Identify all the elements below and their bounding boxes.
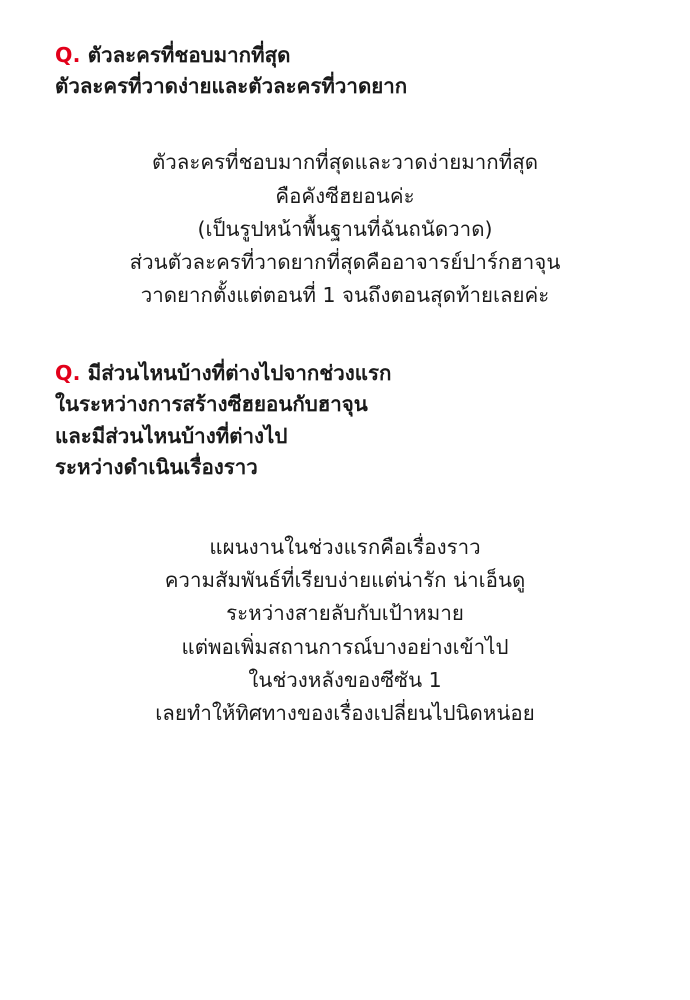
answer-2-line-4: แต่พอเพิ่มสถานการณ์บางอย่างเข้าไป — [181, 634, 509, 659]
spacer-block-1-2 — [55, 312, 635, 358]
answer-2-line-1: แผนงานในช่วงแรกคือเรื่องราว — [209, 534, 481, 559]
question-1-line-1 — [55, 40, 635, 71]
q-marker-icon: Q. — [55, 43, 81, 67]
answer-2-line-6: เลยทำให้ทิศทางของเรื่องเปลี่ยนไปนิดหน่อย — [155, 700, 535, 725]
spacer-question-answer-1 — [55, 102, 635, 146]
question-1-line-2: ตัวละครที่วาดง่ายและตัวละครที่วาดยาก — [55, 74, 408, 99]
question-1 — [55, 40, 635, 102]
answer-1-line-2: คือคังซีฮยอนค่ะ — [275, 183, 415, 208]
answer-2 — [55, 531, 635, 730]
answer-2-line-5: ในช่วงหลังของซีซัน 1 — [248, 667, 442, 692]
question-2-line-4: ระหว่างดำเนินเรื่องราว — [55, 454, 258, 479]
answer-2-line-3: ระหว่างสายลับกับเป้าหมาย — [226, 601, 464, 626]
q-marker-icon-2: Q. — [55, 361, 81, 386]
question-2-line-2: ในระหว่างการสร้างซีฮยอนกับฮาจุน — [55, 392, 368, 417]
question-2-line-3: และมีส่วนไหนบ้างที่ต่างไป — [55, 423, 288, 448]
answer-1 — [55, 146, 635, 312]
question-2-text-1: มีส่วนไหนบ้างที่ต่างไปจากช่วงแรก — [87, 361, 392, 386]
answer-1-line-4: ส่วนตัวละครที่วาดยากที่สุดคืออาจารย์ปาร์กฮาจุน — [129, 249, 561, 274]
answer-2-line-2: ความสัมพันธ์ที่เรียบง่ายแต่น่ารัก น่าเอ็นดู — [164, 568, 526, 593]
question-2-line-1 — [55, 358, 635, 389]
question-2 — [55, 358, 635, 483]
qa-block-1 — [55, 40, 635, 312]
spacer-question-answer-2 — [55, 483, 635, 531]
qa-block-2 — [55, 358, 635, 730]
question-1-text-1: ตัวละครที่ชอบมากที่สุด — [87, 43, 291, 67]
answer-1-line-5: วาดยากตั้งแต่ตอนที่ 1 จนถึงตอนสุดท้ายเลยค่ะ — [140, 283, 550, 308]
answer-1-line-1: ตัวละครที่ชอบมากที่สุดและวาดง่ายมากที่สุด — [151, 150, 539, 175]
answer-1-line-3: (เป็นรูปหน้าพื้นฐานที่ฉันถนัดวาด) — [197, 216, 493, 241]
